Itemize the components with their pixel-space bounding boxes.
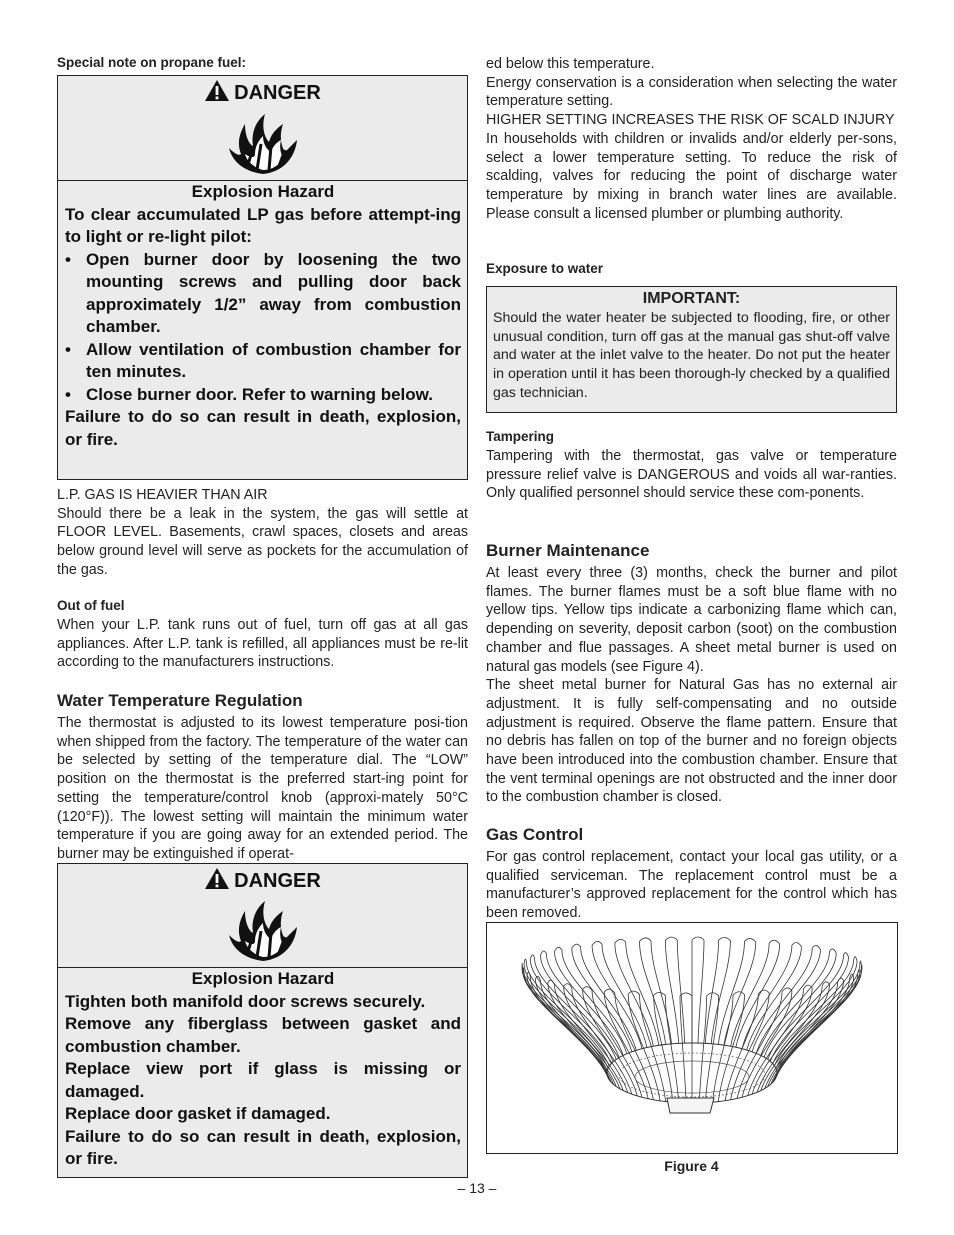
- burner-petal: [530, 955, 613, 1064]
- burner-heading: Burner Maintenance: [486, 541, 650, 560]
- scald-warning: HIGHER SETTING INCREASES THE RISK OF SCALD INJURY: [486, 112, 895, 129]
- danger-bullet: • Allow ventilation of combustion chamber for ten minutes.: [65, 339, 461, 384]
- danger-body: [58, 968, 467, 1171]
- exposure-heading: Exposure to water: [486, 261, 604, 276]
- danger-line: Failure to do so can result in death, explosion, or fire.: [65, 1126, 461, 1168]
- out-of-fuel-heading: Out of fuel: [57, 598, 125, 613]
- lp-paragraph: Should there be a leak in the system, the gas will settle at FLOOR LEVEL. Basements, crawl spaces, closets and areas below ground level will serve as pockets for the accumulation of the gas.: [57, 505, 468, 578]
- energy-paragraph: Energy conservation is a consideration when selecting the water temperature setting.: [486, 74, 897, 110]
- danger-box-propane: [57, 75, 468, 480]
- tampering-heading: Tampering: [486, 429, 555, 444]
- temperature-continued: [486, 55, 897, 223]
- burner-petal: [725, 990, 769, 1100]
- lp-heavier-label: L.P. GAS IS HEAVIER THAN AIR: [57, 487, 268, 503]
- explosion-flame-icon: [227, 114, 299, 176]
- danger-box-manifold: [57, 863, 468, 1178]
- burner-petal: [680, 993, 692, 1103]
- important-box: [486, 286, 897, 413]
- danger-header: [58, 864, 467, 968]
- important-title: IMPORTANT:: [642, 290, 741, 307]
- danger-title: [58, 867, 467, 893]
- danger-body: [58, 181, 467, 451]
- danger-line: Replace door gasket if damaged.: [65, 1104, 331, 1123]
- gas-control-paragraph: For gas control replacement, contact your local gas utility, or a qualified serviceman. The replacement control must be a manufacturer’s approved replacement for the control which has been removed.: [486, 849, 897, 922]
- important-text: Should the water heater be subjected to flooding, fire, or other unusual condition, turn off gas at the manual gas shut-off valve and water at the inlet valve to the heater. Do not put the heater in operation until it has been thorough-ly checked by a qualified gas technician.: [493, 310, 890, 401]
- danger-bullet: • Close burner door. Refer to warning below.: [65, 384, 461, 407]
- danger-subtitle: Explosion Hazard: [191, 182, 335, 201]
- warning-triangle-icon: [204, 867, 230, 890]
- burner-petal: [773, 957, 857, 1066]
- propane-heading: Special note on propane fuel:: [57, 55, 247, 70]
- burner-petal: [692, 937, 704, 1043]
- danger-line: Replace view port if glass is missing or damaged.: [65, 1059, 461, 1101]
- warning-triangle-icon: [204, 79, 230, 102]
- burner-petal: [592, 941, 647, 1048]
- water-temp-paragraph: The thermostat is adjusted to its lowest temperature posi-tion when shipped from the factory. The temperature of the water can be selected by setting of the temperature dial. The “LOW” position on the thermostat is the preferred start-ing point for setting the temperature/control knob (approxi-mately 50°C (120°F)). The lowest setting will maintain the minimum water temperature if you are going away for an extended period. The burner may be extinguished if operat-: [57, 715, 468, 862]
- danger-intro: To clear accumulated LP gas before attempt-ing to light or re-light pilot:: [65, 204, 461, 246]
- tampering-paragraph: Tampering with the thermostat, gas valve or temperature pressure relief valve is DANGEROUS and voids all war-ranties. Only qualified personnel should service these com-ponents.: [486, 448, 897, 502]
- danger-bullet-text: Open burner door by loosening the two mounting screws and pulling door back approximately 1/2” away from combustion chamber.: [86, 249, 461, 336]
- danger-failure: Failure to do so can result in death, explosion, or fire.: [65, 407, 461, 449]
- burner-mount-bracket: [667, 1098, 714, 1113]
- danger-title-text: DANGER: [234, 82, 321, 104]
- burner-paragraph-1: At least every three (3) months, check the burner and pilot flames. The burner flames must be a soft blue flame with no yellow tips. Yellow tips indicate a carbonizing flame which can, depending on severity, deposit carbon (soot) on the combustion chamber and flue passages. A sheet metal burner is used on natural gas models (see Figure 4).: [486, 565, 897, 675]
- danger-subtitle: Explosion Hazard: [191, 969, 335, 988]
- danger-bullet: • Open burner door by loosening the two mounting screws and pulling door back approximately 1/2” away from combustion chamber.: [65, 249, 461, 339]
- sheet-metal-burner-illustration: [487, 923, 897, 1153]
- figure-caption: Figure 4: [664, 1158, 719, 1174]
- danger-line: Tighten both manifold door screws securely.: [65, 991, 426, 1011]
- gas-control-heading: Gas Control: [486, 825, 584, 844]
- burner-petal: [699, 993, 718, 1103]
- figure-4-box: [486, 922, 898, 1154]
- lp-section: [57, 486, 468, 580]
- danger-title-text: DANGER: [234, 870, 321, 892]
- out-of-fuel-paragraph: When your L.P. tank runs out of fuel, turn off gas at all gas appliances. After L.P. tank is refilled, all appliances must be re-lit according to the manufacturers instructions.: [57, 617, 468, 671]
- explosion-flame-icon: [227, 901, 299, 963]
- burner-paragraph-2: The sheet metal burner for Natural Gas has no external air adjustment. It is fully self-compensating and no outside adjustment is required. Observe the flame pattern. Ensure that no debris has fallen on top of the burner and no foreign objects have been introduced into the combustion chamber. Ensure that the vent terminal openings are not obstructed and the inner door to the combustion chamber is closed.: [486, 677, 897, 806]
- burner-petal: [640, 938, 672, 1045]
- burner-section: [486, 564, 897, 807]
- danger-bullet-text: Close burner door. Refer to warning below.: [86, 384, 433, 404]
- danger-bullet-text: Allow ventilation of combustion chamber for ten minutes.: [86, 339, 461, 381]
- water-temp-heading: Water Temperature Regulation: [57, 691, 303, 710]
- danger-header: [58, 76, 467, 181]
- danger-line: Remove any fiberglass between gasket and combustion chamber.: [65, 1014, 461, 1056]
- danger-title: [58, 79, 467, 105]
- burner-petal: [757, 982, 829, 1092]
- burner-petal: [705, 937, 730, 1043]
- households-paragraph: In households with children or invalids and/or elderly per-sons, select a lower temperature setting. To reduce the risk of scalding, valves for reducing the point of discharge water temperature by mixing in branch water lines are available. Please consult a licensed plumber or plumbing authority.: [486, 130, 897, 222]
- page-number: – 13 –: [457, 1180, 497, 1196]
- burner-petal: [731, 940, 780, 1047]
- continued-paragraph: ed below this temperature.: [486, 56, 655, 72]
